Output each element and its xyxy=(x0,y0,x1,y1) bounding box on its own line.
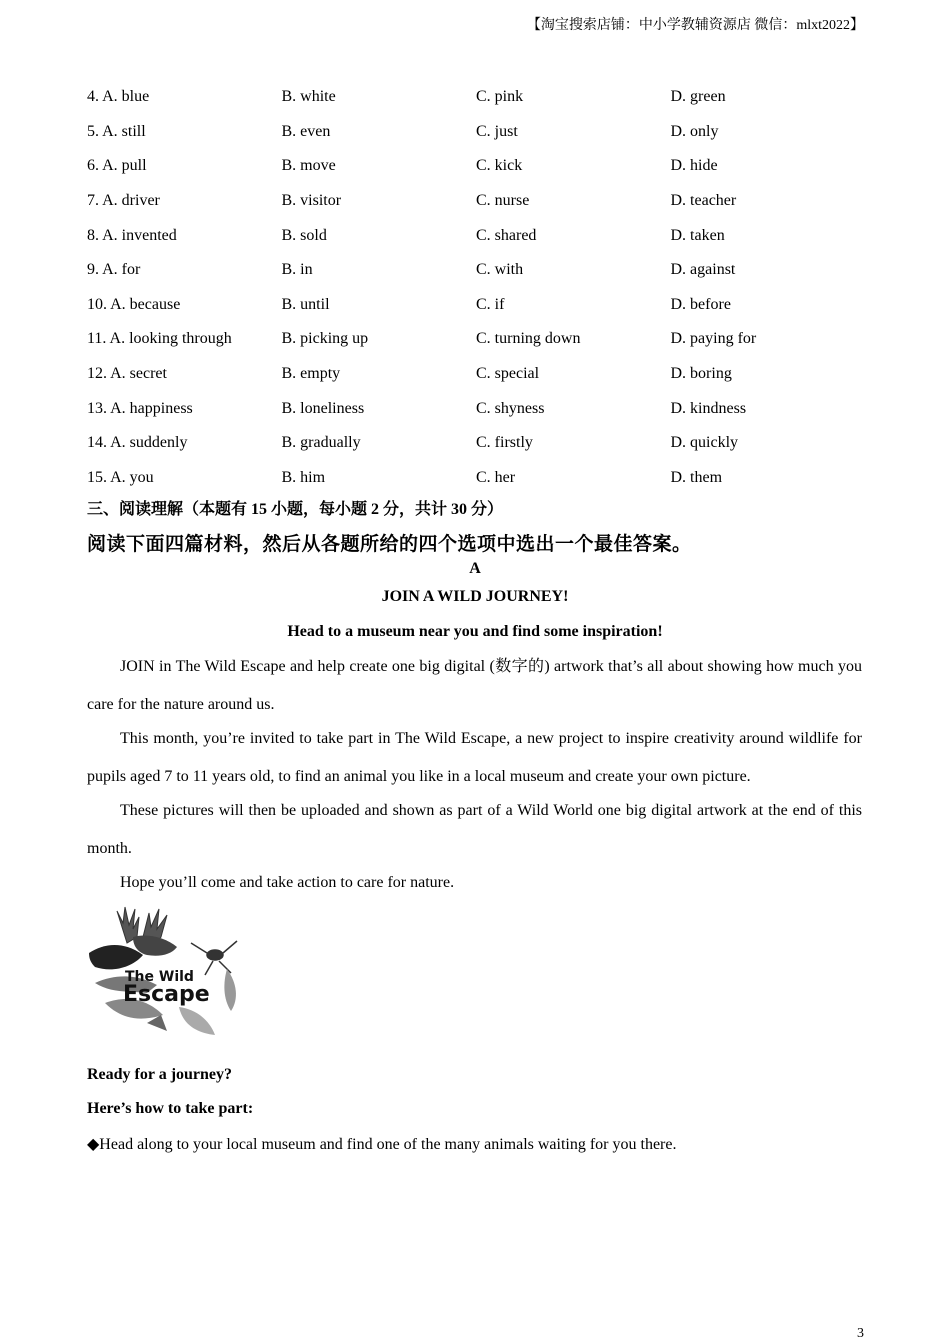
bullet-item: ◆Head along to your local museum and find one of the many animals waiting for you there. xyxy=(87,1136,677,1153)
option-cell: C. turning down xyxy=(476,330,581,348)
ready-heading: Ready for a journey? xyxy=(87,1066,233,1083)
option-cell: B. empty xyxy=(281,365,341,383)
option-row xyxy=(87,149,867,184)
option-cell: D. only xyxy=(670,122,719,140)
option-cell: B. picking up xyxy=(281,330,369,348)
option-cell: D. green xyxy=(670,88,726,106)
option-row xyxy=(87,357,867,392)
page-header: 【淘宝搜索店铺：中小学教辅资源店 微信：mlxt2022】 xyxy=(526,18,864,33)
option-cell: D. quickly xyxy=(670,434,739,452)
option-cell: C. special xyxy=(476,365,540,383)
option-cell: C. shared xyxy=(476,226,537,244)
option-cell: B. him xyxy=(281,468,326,486)
option-cell: D. taken xyxy=(670,226,725,244)
passage-subtitle: Head to a museum near you and find some inspiration! xyxy=(287,623,663,640)
option-cell: B. until xyxy=(281,295,330,313)
option-cell: C. just xyxy=(476,122,518,140)
option-row xyxy=(87,322,867,357)
wild-escape-logo xyxy=(87,903,243,1043)
option-cell: 12. A. secret xyxy=(87,365,167,383)
option-cell: 9. A. for xyxy=(87,261,141,279)
paragraph-4: Hope you’ll come and take action to care for nature. xyxy=(120,874,455,891)
option-row xyxy=(87,218,867,253)
option-cell: B. white xyxy=(281,88,336,106)
option-row xyxy=(87,426,867,461)
option-cell: C. shyness xyxy=(476,399,545,417)
option-cell: 7. A. driver xyxy=(87,192,160,210)
option-cell: D. hide xyxy=(670,157,718,175)
option-cell: C. firstly xyxy=(476,434,533,452)
option-cell: D. them xyxy=(670,468,723,486)
paragraph-3: These pictures will then be uploaded and shown as part of a Wild World one big digital artwork at the end of this month. xyxy=(87,802,862,857)
option-cell: B. loneliness xyxy=(281,399,365,417)
option-cell: 11. A. looking through xyxy=(87,330,232,348)
logo-text-line1: The Wild xyxy=(125,969,194,985)
option-cell: 8. A. invented xyxy=(87,226,177,244)
option-row xyxy=(87,253,867,288)
option-row xyxy=(87,288,867,323)
option-cell: D. paying for xyxy=(670,330,757,348)
option-cell: 5. A. still xyxy=(87,122,146,140)
option-cell: C. kick xyxy=(476,157,523,175)
answer-options-table xyxy=(87,80,867,495)
page-number: 3 xyxy=(857,1326,864,1341)
paragraph-1: JOIN in The Wild Escape and help create one big digital (数字的) artwork that’s all about showing how much you care for the nature around us. xyxy=(87,658,862,713)
option-cell: B. move xyxy=(281,157,336,175)
option-cell: D. kindness xyxy=(670,399,747,417)
option-cell: B. gradually xyxy=(281,434,361,452)
option-cell: D. teacher xyxy=(670,192,737,210)
option-cell: B. visitor xyxy=(281,192,342,210)
option-cell: C. her xyxy=(476,468,516,486)
option-cell: D. before xyxy=(670,295,731,313)
passage-label: A xyxy=(469,560,481,577)
option-cell: D. against xyxy=(670,261,736,279)
option-row xyxy=(87,461,867,496)
option-cell: B. even xyxy=(281,122,331,140)
option-row xyxy=(87,391,867,426)
option-cell: 14. A. suddenly xyxy=(87,434,188,452)
option-row xyxy=(87,115,867,150)
option-cell: C. pink xyxy=(476,88,524,106)
paragraph-2: This month, you’re invited to take part in The Wild Escape, a new project to inspire creativity around wildlife for pupils aged 7 to 11 years old, to find an animal you like in a local museum and create your own picture. xyxy=(87,730,862,785)
instruction: 阅读下面四篇材料，然后从各题所给的四个选项中选出一个最佳答案。 xyxy=(87,533,692,555)
option-cell: B. in xyxy=(281,261,313,279)
option-cell: 6. A. pull xyxy=(87,157,147,175)
option-cell: C. nurse xyxy=(476,192,530,210)
option-cell: C. with xyxy=(476,261,524,279)
section-title: 三、阅读理解（本题有 15 小题，每小题 2 分，共计 30 分） xyxy=(87,501,504,518)
option-cell: C. if xyxy=(476,295,505,313)
option-cell: B. sold xyxy=(281,226,327,244)
option-cell: 13. A. happiness xyxy=(87,399,193,417)
option-row xyxy=(87,80,867,115)
option-cell: 4. A. blue xyxy=(87,88,150,106)
option-cell: 15. A. you xyxy=(87,468,154,486)
logo-text-line2: Escape xyxy=(123,982,210,1007)
passage-title: JOIN A WILD JOURNEY! xyxy=(381,588,569,605)
option-cell: 10. A. because xyxy=(87,295,181,313)
option-cell: D. boring xyxy=(670,365,732,383)
option-row xyxy=(87,184,867,219)
how-heading: Here’s how to take part: xyxy=(87,1100,254,1117)
